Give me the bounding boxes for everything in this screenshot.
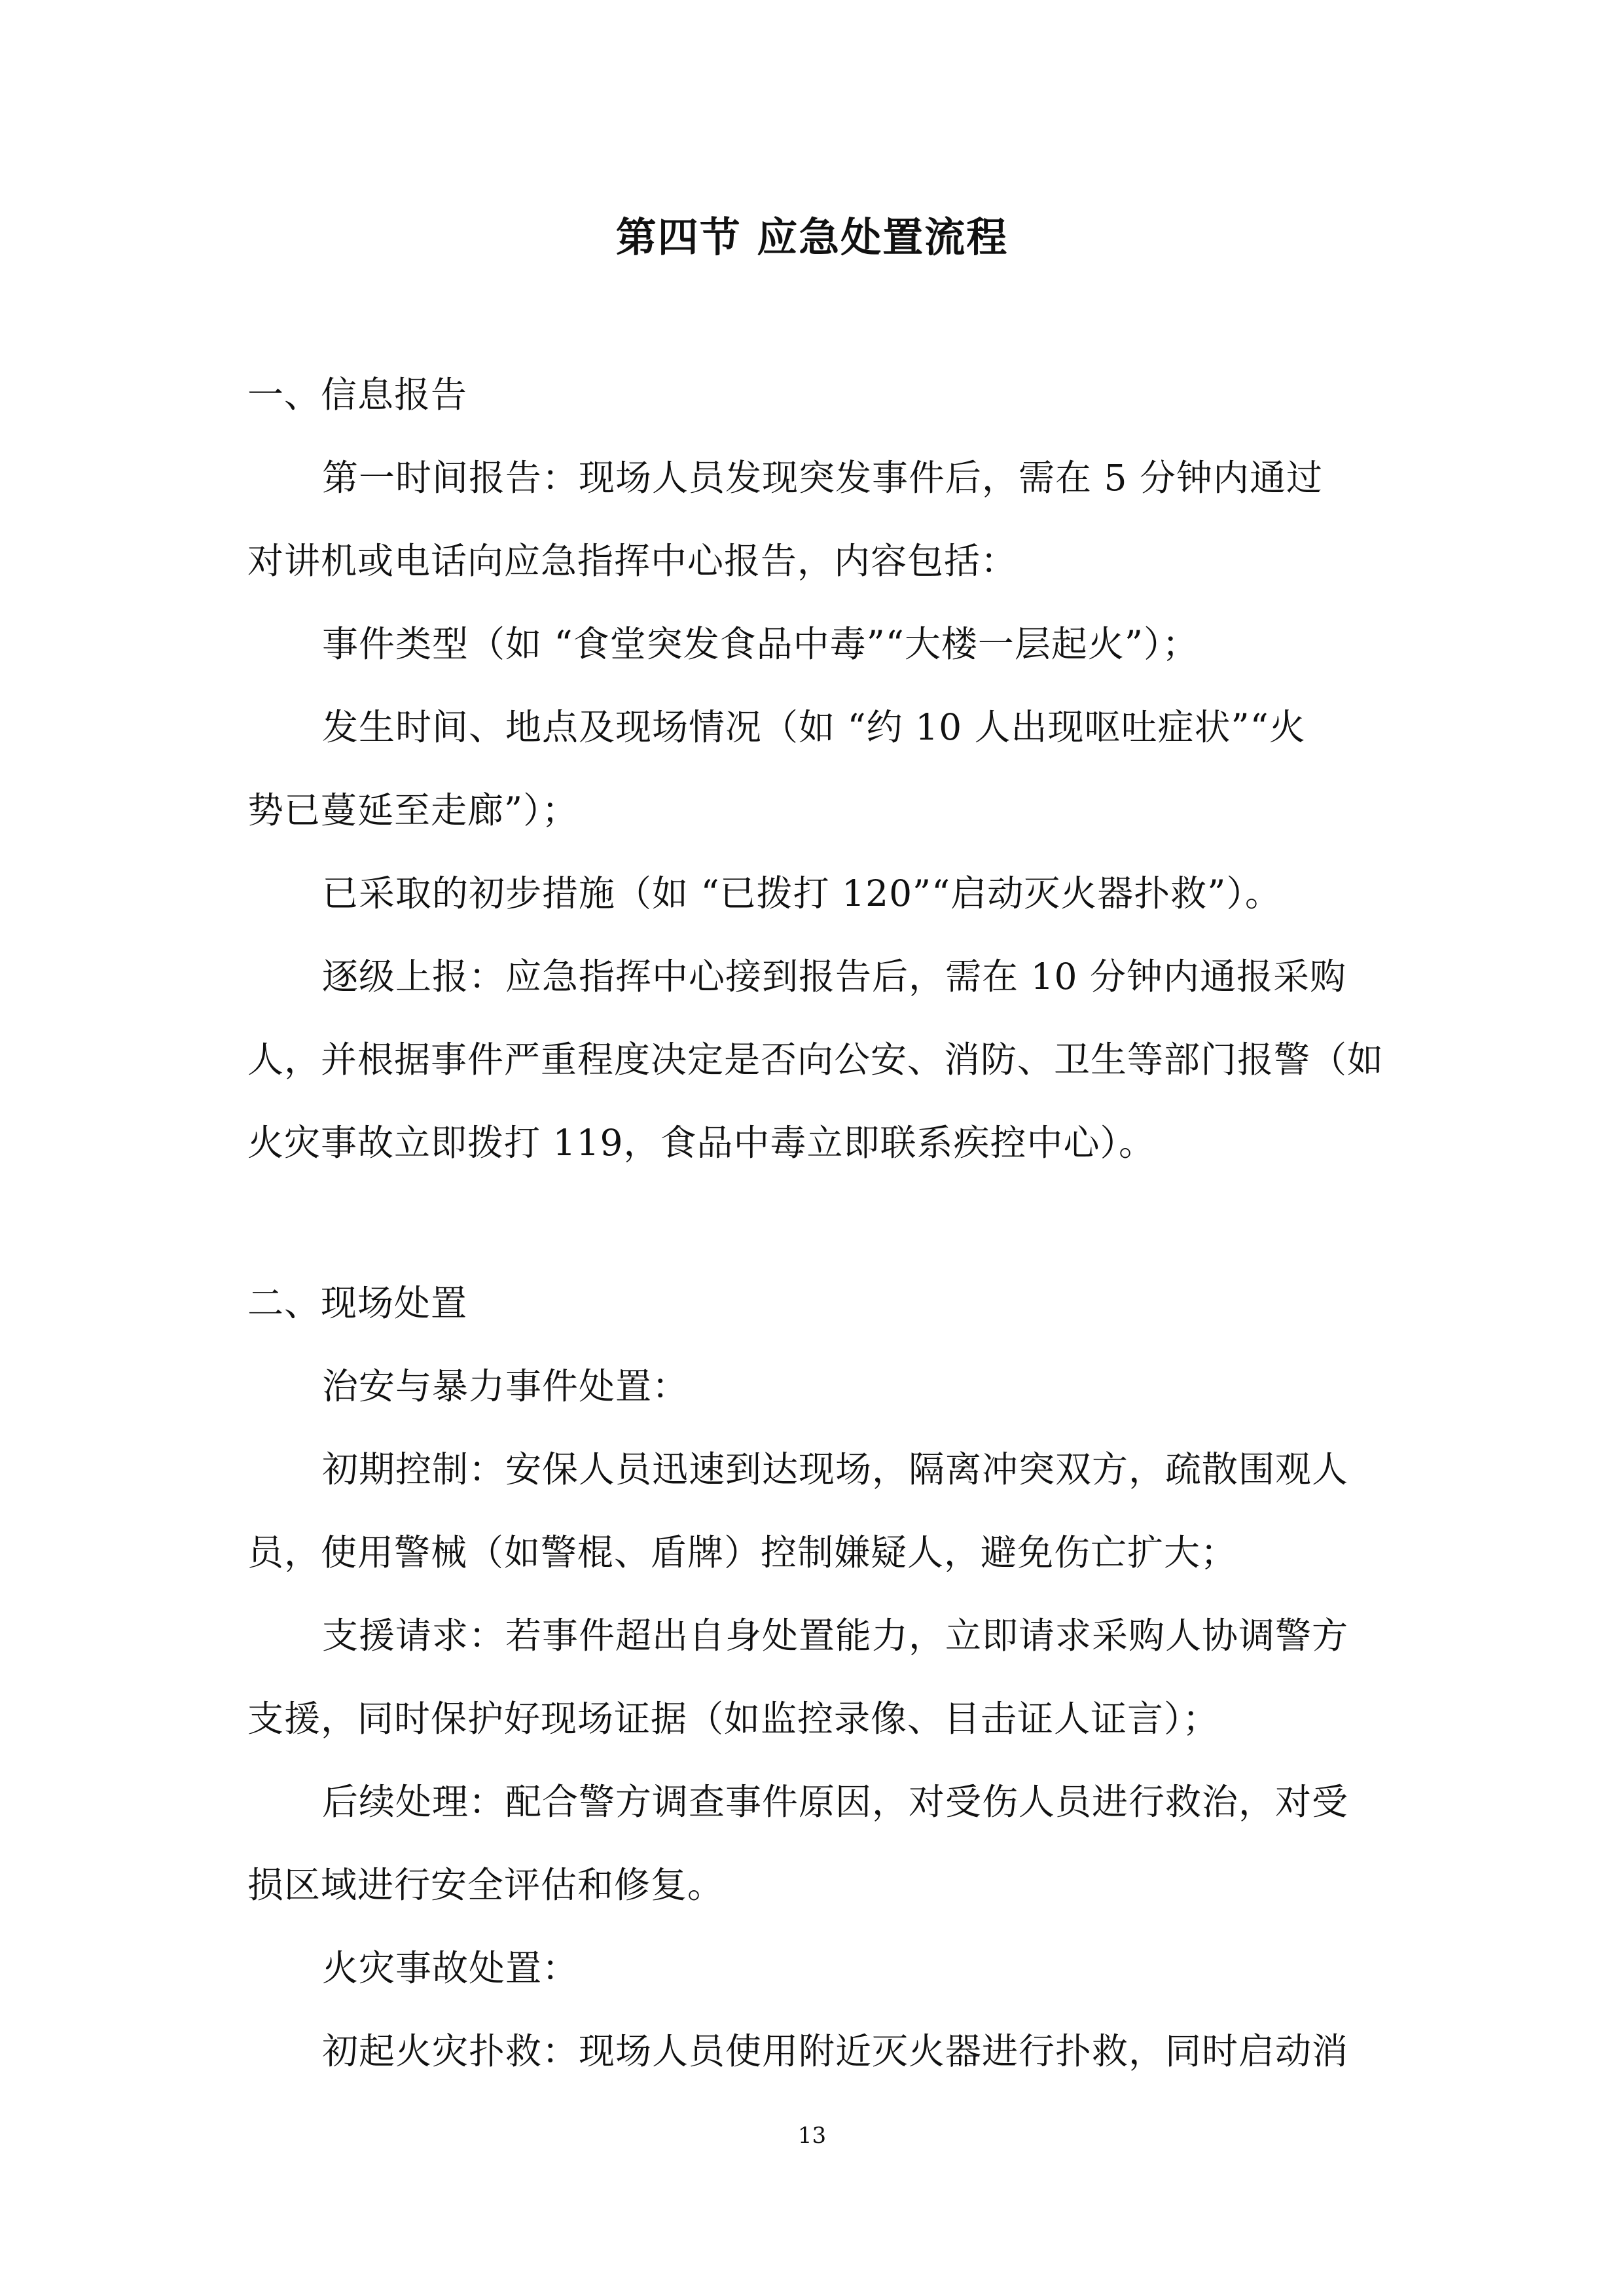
paragraph-line: 已采取的初步措施（如 “已拨打 120”“启动灭火器扑救”）。 (322, 872, 1282, 914)
paragraph-line: 损区域进行安全评估和修复。 (247, 1864, 725, 1906)
paragraph-line: 第一时间报告：现场人员发现突发事件后，需在 5 分钟内通过 (322, 457, 1323, 499)
paragraph-line: 对讲机或电话向应急指挥中心报告，内容包括： (247, 540, 1018, 582)
paragraph-line: 事件类型（如 “食堂突发食品中毒”“大楼一层起火”）； (322, 623, 1199, 665)
paragraph-line: 火灾事故立即拨打 119，食品中毒立即联系疾控中心）。 (247, 1122, 1155, 1164)
paragraph-line: 火灾事故处置： (322, 1947, 579, 1989)
heading-info-report: 一、信息报告 (247, 374, 468, 416)
paragraph-line: 支援请求：若事件超出自身处置能力，立即请求采购人协调警方 (322, 1615, 1349, 1657)
paragraph-line: 后续处理：配合警方调查事件原因，对受伤人员进行救治，对受 (322, 1781, 1349, 1823)
paragraph-line: 初期控制：安保人员迅速到达现场，隔离冲突双方，疏散围观人 (322, 1448, 1349, 1490)
paragraph-line: 支援，同时保护好现场证据（如监控录像、目击证人证言）； (247, 1698, 1219, 1740)
paragraph-line: 人，并根据事件严重程度决定是否向公安、消防、卫生等部门报警（如 (247, 1039, 1384, 1081)
paragraph-line: 势已蔓延至走廊”）； (247, 789, 579, 831)
page-number: 13 (797, 2123, 827, 2149)
paragraph-line: 发生时间、地点及现场情况（如 “约 10 人出现呕吐症状”“火 (322, 706, 1306, 748)
paragraph-line: 员，使用警械（如警棍、盾牌）控制嫌疑人，避免伤亡扩大； (247, 1532, 1238, 1573)
paragraph-line: 初起火灾扑救：现场人员使用附近灭火器进行扑救，同时启动消 (322, 2030, 1349, 2072)
heading-onsite-handling: 二、现场处置 (247, 1282, 468, 1324)
section-title: 第四节 应急处置流程 (615, 213, 1009, 261)
paragraph-line: 治安与暴力事件处置： (322, 1365, 689, 1407)
paragraph-line: 逐级上报：应急指挥中心接到报告后，需在 10 分钟内通报采购 (322, 956, 1346, 997)
